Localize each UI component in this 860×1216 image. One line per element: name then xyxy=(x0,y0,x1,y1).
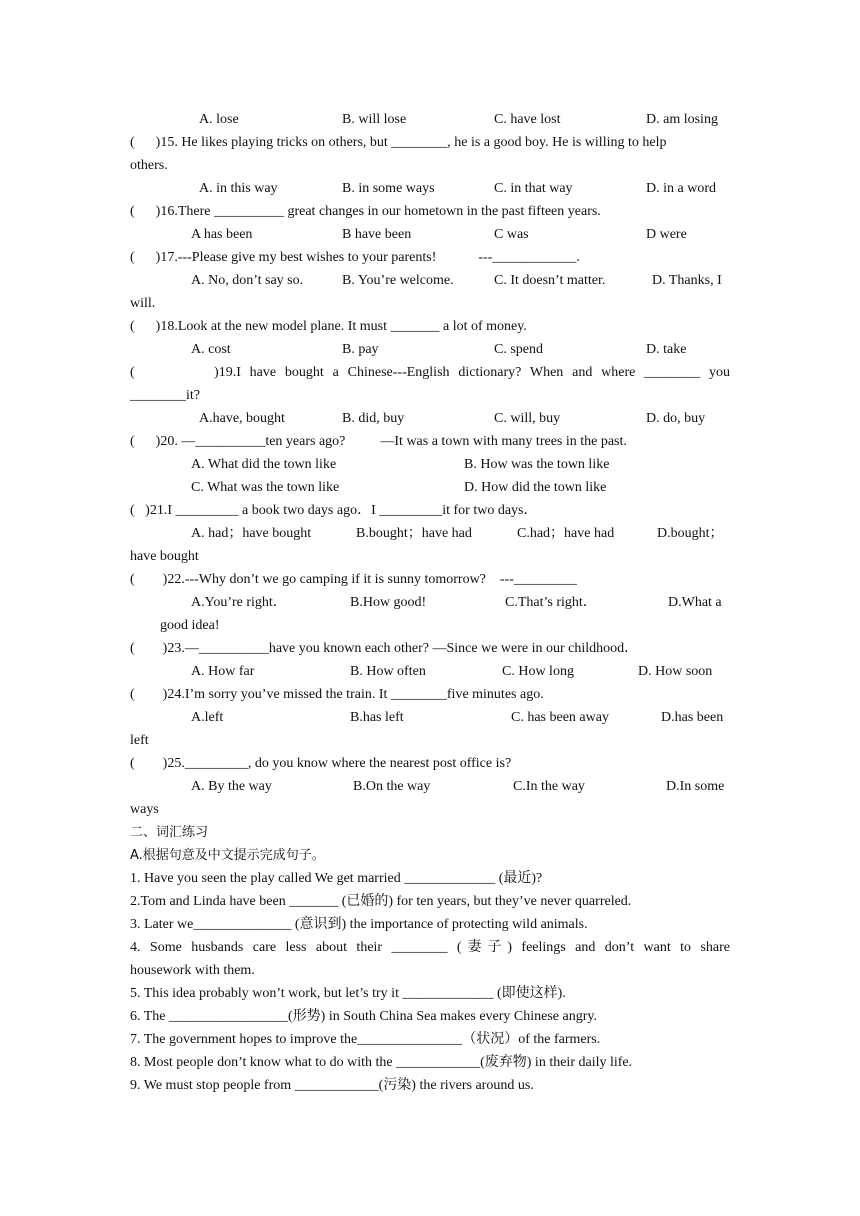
q14-options xyxy=(130,108,730,131)
q22-option-d-continued: good idea! xyxy=(160,618,220,633)
q21-option-b: B.bought；have had xyxy=(356,526,472,541)
vocab-item-6: 6. The _________________(形势) in South China Sea makes every Chinese angry. xyxy=(130,1009,597,1024)
vocab-item-4-continued: housework with them. xyxy=(130,963,255,978)
q25-option-b: B.On the way xyxy=(353,779,431,794)
q16-option-c: C was xyxy=(494,227,529,242)
q20-option-b: B. How was the town like xyxy=(464,457,610,472)
q19-stem-continued: ________it? xyxy=(130,388,200,403)
q24-options xyxy=(130,706,730,729)
q21-options xyxy=(130,522,730,545)
q17-stem: ( )17.---Please give my best wishes to your parents! ---____________. xyxy=(130,250,580,265)
q19-stem: ( )19.I have bought a Chinese---English dictionary? When and where ________ you xyxy=(130,365,730,380)
q17-option-a: A. No, don’t say so. xyxy=(191,273,304,288)
q24-option-b: B.has left xyxy=(350,710,404,725)
q20-option-c: C. What was the town like xyxy=(191,480,340,495)
q14-option-d: D. am losing xyxy=(646,112,718,127)
q25-options xyxy=(130,775,730,798)
q20-option-a: A. What did the town like xyxy=(191,457,337,472)
q22-option-a: A.You’re right． xyxy=(191,595,287,610)
q22-stem: ( )22.---Why don’t we go camping if it is sunny tomorrow? ---_________ xyxy=(130,572,577,587)
q17-option-d-continued: will. xyxy=(130,296,156,311)
q20-option-d: D. How did the town like xyxy=(464,480,607,495)
q22-option-b: B.How good! xyxy=(350,595,427,610)
q23-options xyxy=(130,660,730,683)
q16-options xyxy=(130,223,730,246)
q22-options xyxy=(130,591,730,614)
q19-options xyxy=(130,407,730,430)
q19-option-a: A.have, bought xyxy=(199,411,285,426)
worksheet-page xyxy=(130,108,730,1097)
q15-stem-continued: others. xyxy=(130,158,168,173)
q17-options xyxy=(130,269,730,292)
vocab-item-8: 8. Most people don’t know what to do with the ____________(废弃物) in their daily life. xyxy=(130,1055,633,1070)
q16-option-d: D were xyxy=(646,227,687,242)
q25-option-d: D.In some xyxy=(666,779,725,794)
q18-stem: ( )18.Look at the new model plane. It must _______ a lot of money. xyxy=(130,319,527,334)
q16-stem: ( )16.There __________ great changes in our hometown in the past fifteen years. xyxy=(130,204,601,219)
q15-option-c: C. in that way xyxy=(494,181,573,196)
q15-stem: ( )15. He likes playing tricks on others, but ________, he is a good boy. He is willing to help xyxy=(130,135,667,150)
q22-option-d: D.What a xyxy=(668,595,722,610)
q18-option-d: D. take xyxy=(646,342,687,357)
q22-option-c: C.That’s right． xyxy=(505,595,597,610)
q15-option-d: D. in a word xyxy=(646,181,716,196)
section-subtitle: A.根据句意及中文提示完成句子。 xyxy=(130,848,325,863)
vocab-item-4: 4. Some husbands care less about their ________ (妻子) feelings and don’t want to share xyxy=(130,940,730,955)
q21-option-a: A. had；have bought xyxy=(191,526,312,541)
q24-option-d-continued: left xyxy=(130,733,149,748)
q25-option-a: A. By the way xyxy=(191,779,272,794)
q16-option-b: B have been xyxy=(342,227,412,242)
q14-option-b: B. will lose xyxy=(342,112,407,127)
q16-option-a: A has been xyxy=(191,227,253,242)
q14-option-a: A. lose xyxy=(199,112,239,127)
q21-option-d-continued: have bought xyxy=(130,549,199,564)
q21-option-d: D.bought； xyxy=(657,526,724,541)
section-title: 二、词汇练习 xyxy=(130,825,209,840)
vocab-item-3: 3. Later we______________ (意识到) the importance of protecting wild animals. xyxy=(130,917,588,932)
q21-stem: ( )21.I _________ a book two days ago．I _________it for two days． xyxy=(130,503,538,518)
q23-option-d: D. How soon xyxy=(638,664,713,679)
q23-option-c: C. How long xyxy=(502,664,574,679)
q20-options-row2 xyxy=(130,476,730,499)
vocab-item-2: 2.Tom and Linda have been _______ (已婚的) for ten years, but they’ve never quarreled. xyxy=(130,894,632,909)
q19-option-c: C. will, buy xyxy=(494,411,561,426)
q17-option-d: D. Thanks, I xyxy=(652,273,722,288)
vocab-item-7: 7. The government hopes to improve the_______________（状况）of the farmers. xyxy=(130,1032,601,1047)
q18-options xyxy=(130,338,730,361)
q15-option-a: A. in this way xyxy=(199,181,278,196)
q15-options xyxy=(130,177,730,200)
vocab-item-5: 5. This idea probably won’t work, but let’s try it _____________ (即使这样). xyxy=(130,986,566,1001)
vocab-item-9: 9. We must stop people from ____________(污染) the rivers around us. xyxy=(130,1078,534,1093)
q19-option-b: B. did, buy xyxy=(342,411,405,426)
q15-option-b: B. in some ways xyxy=(342,181,435,196)
q24-option-d: D.has been xyxy=(661,710,724,725)
q23-option-a: A. How far xyxy=(191,664,255,679)
q19-option-d: D. do, buy xyxy=(646,411,706,426)
q20-stem: ( )20. —__________ten years ago? —It was a town with many trees in the past. xyxy=(130,434,627,449)
q14-option-c: C. have lost xyxy=(494,112,561,127)
q20-options-row1 xyxy=(130,453,730,476)
q17-option-c: C. It doesn’t matter. xyxy=(494,273,606,288)
q21-option-c: C.had；have had xyxy=(517,526,615,541)
q24-option-c: C. has been away xyxy=(511,710,609,725)
q18-option-b: B. pay xyxy=(342,342,379,357)
q24-stem: ( )24.I’m sorry you’ve missed the train. It ________five minutes ago. xyxy=(130,687,544,702)
q24-option-a: A.left xyxy=(191,710,224,725)
q23-stem: ( )23.—__________have you known each other? —Since we were in our childhood． xyxy=(130,641,639,656)
q18-option-a: A. cost xyxy=(191,342,231,357)
q25-option-d-continued: ways xyxy=(130,802,159,817)
vocab-item-1: 1. Have you seen the play called We get married _____________ (最近)? xyxy=(130,871,543,886)
q17-option-b: B. You’re welcome. xyxy=(342,273,454,288)
q18-option-c: C. spend xyxy=(494,342,543,357)
q23-option-b: B. How often xyxy=(350,664,426,679)
q25-option-c: C.In the way xyxy=(513,779,585,794)
q25-stem: ( )25._________, do you know where the nearest post office is? xyxy=(130,756,512,771)
